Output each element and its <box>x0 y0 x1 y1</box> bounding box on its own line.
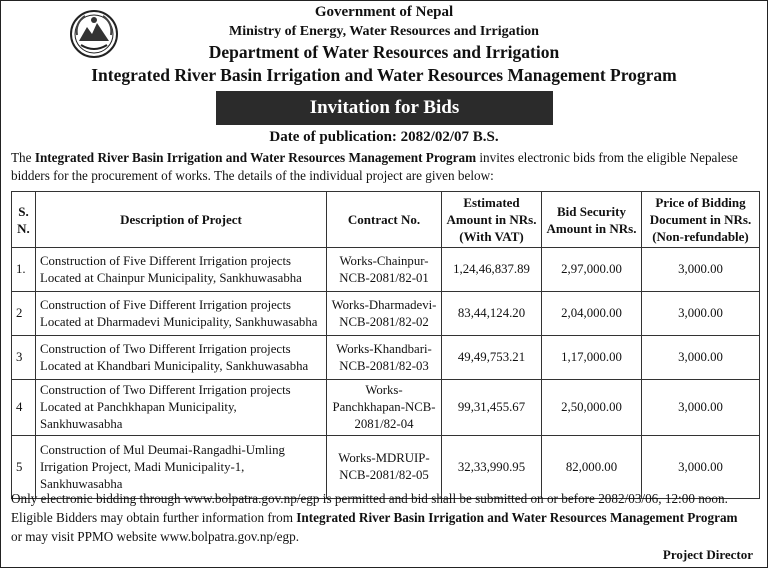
cell-price: 3,000.00 <box>642 436 760 499</box>
cell-sn: 2 <box>12 292 36 336</box>
cell-estimate: 49,49,753.21 <box>442 336 542 380</box>
ministry-title: Ministry of Energy, Water Resources and Irrigation <box>229 24 539 39</box>
cell-security: 2,50,000.00 <box>542 380 642 436</box>
cell-description: Construction of Mul Deumai-Rangadhi-Umling Irrigation Project, Madi Municipality-1, Sankhuwasabha <box>36 436 327 499</box>
footer-line-1: Only electronic bidding through www.bolpatra.gov.np/egp is permitted and bid shall be submitted on or before 2082/03/06, 12:00 noon. <box>11 491 728 506</box>
invitation-banner: Invitation for Bids <box>216 91 553 125</box>
header-sn: S. N. <box>12 192 36 248</box>
cell-sn: 3 <box>12 336 36 380</box>
cell-contract: Works-Dharmadevi-NCB-2081/82-02 <box>327 292 442 336</box>
cell-estimate: 99,31,455.67 <box>442 380 542 436</box>
cell-price: 3,000.00 <box>642 292 760 336</box>
footer-line-2 <box>11 508 763 527</box>
cell-description: Construction of Two Different Irrigation projects Located at Panchkhapan Municipality, Sankhuwasabha <box>36 380 327 436</box>
intro-paragraph <box>11 149 759 185</box>
table-header-row <box>12 192 760 248</box>
table-row <box>12 248 760 292</box>
header-price: Price of Bidding Document in NRs. (Non-refundable) <box>642 192 760 248</box>
header-security: Bid Security Amount in NRs. <box>542 192 642 248</box>
cell-description: Construction of Five Different Irrigation projects Located at Dharmadevi Municipality, Sankhuwasabha <box>36 292 327 336</box>
cell-estimate: 1,24,46,837.89 <box>442 248 542 292</box>
cell-security: 82,000.00 <box>542 436 642 499</box>
cell-sn: 1. <box>12 248 36 292</box>
table-row <box>12 292 760 336</box>
footer-line-2-pre: Eligible Bidders may obtain further information from <box>11 510 297 525</box>
cell-estimate: 83,44,124.20 <box>442 292 542 336</box>
header-estimate: Estimated Amount in NRs. (With VAT) <box>442 192 542 248</box>
publication-date: Date of publication: 2082/02/07 B.S. <box>269 129 499 145</box>
table-row <box>12 336 760 380</box>
cell-description: Construction of Two Different Irrigation projects Located at Khandbari Municipality, Sankhuwasabha <box>36 336 327 380</box>
cell-price: 3,000.00 <box>642 248 760 292</box>
cell-contract: Works-Panchkhapan-NCB-2081/82-04 <box>327 380 442 436</box>
program-title: Integrated River Basin Irrigation and Water Resources Management Program <box>91 65 677 85</box>
cell-security: 2,04,000.00 <box>542 292 642 336</box>
cell-description: Construction of Five Different Irrigation projects Located at Chainpur Municipality, Sankhuwasabha <box>36 248 327 292</box>
cell-sn: 4 <box>12 380 36 436</box>
cell-sn: 5 <box>12 436 36 499</box>
footer-line-3: or may visit PPMO website www.bolpatra.gov.np/egp. <box>11 529 300 544</box>
table-row <box>12 380 760 436</box>
cell-contract: Works-Khandbari-NCB-2081/82-03 <box>327 336 442 380</box>
bids-table <box>11 191 760 499</box>
header-description: Description of Project <box>36 192 327 248</box>
intro-post: invites electronic bids from the eligible Nepalese bidders for the procurement of works. The details of the individual project are given below: <box>11 150 738 183</box>
cell-security: 1,17,000.00 <box>542 336 642 380</box>
cell-price: 3,000.00 <box>642 380 760 436</box>
header-contract: Contract No. <box>327 192 442 248</box>
cell-security: 2,97,000.00 <box>542 248 642 292</box>
department-title: Department of Water Resources and Irrigation <box>208 42 560 62</box>
cell-price: 3,000.00 <box>642 336 760 380</box>
cell-contract: Works-Chainpur-NCB-2081/82-01 <box>327 248 442 292</box>
footer-program: Integrated River Basin Irrigation and Water Resources Management Program <box>296 510 738 525</box>
signature: Project Director <box>662 547 753 562</box>
government-title: Government of Nepal <box>314 4 454 20</box>
cell-contract: Works-MDRUIP-NCB-2081/82-05 <box>327 436 442 499</box>
intro-program: Integrated River Basin Irrigation and Water Resources Management Program <box>34 150 477 165</box>
intro-pre: The <box>11 150 35 165</box>
cell-estimate: 32,33,990.95 <box>442 436 542 499</box>
